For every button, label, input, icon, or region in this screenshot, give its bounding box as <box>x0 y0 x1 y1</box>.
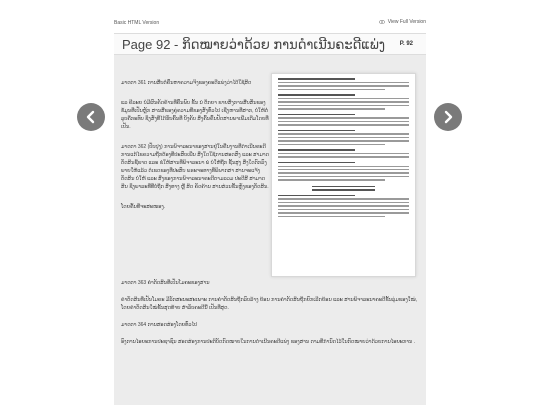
page-thumbnail[interactable] <box>271 73 416 277</box>
chevron-left-icon <box>84 110 98 124</box>
paragraph: ແລ ຄີລະຍ ບໍ່ມີຜົນຄັດຄ້ານທີ່ຄົ້ນພົບ ຂັ້ນ ນໍ ຕຶກຍາ ຂາຍສິ່ງການສືບສັນຂອງຂໍ້ມູນທີ່ເປັນຫຼັກ ສານສີ່ຂອງຄູ່ຄວາມທີ່ຂອງສັ່ງທົ່ວໄປ ເຊີ່ງຫານທີ່ສາກ, ບໍ່ໃຫ້ຕໍ່ລູບຄືກະທົບ ຊິ່ງສັ່ງທີ່ໄດ້ຮັບຄົ້ນທີ່ ບັງຄັບ ສິ່ງຄົ້ນຄົ້ນປັດສານພາເພີ່ມເຕີມໂດຍທີ່ເປັນ. <box>121 100 269 130</box>
paragraph: ໂດຍຄັ້ນທີ່ຈະສະໜອງ. <box>121 204 166 210</box>
page-title: Page 92 - ກິດໝາຍວ່າດ້ວຍ ການດຳເນີນຄະດີແພ່ງ <box>122 37 386 52</box>
paragraph: ມາດຕາ 364 ການສອດສ່ອງໂດຍທົ່ວໄປ <box>121 322 198 328</box>
next-page-button[interactable] <box>434 103 462 131</box>
view-full-version-label[interactable]: View Full Version <box>387 19 426 25</box>
paragraph: ມາດຕາ 363 ຄຳຕັດສິນທີ່ເປັນໂມຄະຂອງສານ <box>121 280 210 286</box>
page-text-left <box>121 79 271 223</box>
basic-html-version-label: Basic HTML Version <box>114 20 160 26</box>
eye-icon <box>379 19 385 25</box>
page-number: P. 92 <box>399 41 413 47</box>
paragraph: ອົງການໄອຍະການປະຊາຊົນ ສອດສ່ອງການປະຕິບັດກົດໝາຍໃນການດຳເນີນຄະດີແພ່ງ ຂອງສານ ຕາມທີ່ກຳນົດໄວ້ໃນກົດໝາຍວ່າດ້ວຍການໄອຍະການ . <box>121 339 416 345</box>
paragraph: ຄຳຕັດສິນທີ່ເປັນໂມຄະ ມີລັກສະນະສະເພາະ ການຄຳຕັດສິນຖືກລົບລ້າງ ຍ້ອນ ການຄຳຕັດສິນຖືກຍົກເລີກຍ້ອນ ແລະ ສານພິຈາລະນາຄະດີຂັ້ນລຸ່ມຂອງໃໝ່, ໂດຍຄຳຕັດສິນໃໝ່ຂັ້ນສຸດທ້າຍ ສຳລັບຄະດີນີ້ ເປັນທີ່ສຸດ. <box>121 297 418 311</box>
page-text-bottom <box>121 279 419 355</box>
page-viewer <box>114 55 426 405</box>
chevron-right-icon <box>441 110 455 124</box>
paragraph: ມາດຕາ 361 ການສືບຕໍ່ຄົ້ນຫາຄວາມຈິງຂອງຄະດີແພ່ງວ່າໄດ້ໃຊ້ສິດ <box>121 80 252 86</box>
top-bar <box>114 18 426 28</box>
paragraph: ມາດຕາ 362 (ປັບປຸງ) ການພິຈາລະນາຂອງສານຢູ່ໃນຄື່ນງານທີ່ດຳເນີນຄະດີ ການແກ້ໄຂຄວາມຖືກຕ້ອງທີ່ປະສົບເພີ່ນ ສິ່ງໃດໃຊ້ການສອດສົງ ແລະ ສາມາດຕັດສິນຊີ້ຂາດ ແລະ ຂໍໃຫ້ສານທີ່ພິຈາລະນາ ພໍ ບໍ່ໃຫ້ຖືກ ຊັ້ນສູງ ສິ່ງໃດຕົກລົງ ພາຍໃຫ້ແລ້ວ ຕໍ່ເຂດຂອງທີ່ປະສົບ ພຣະຈະທາງທີ່ພິພາກສາ ສານຈະແຈ້ງຕັດສິນ ບໍ່ໃຫ້ ແລະ ສິ່ງຂອງການພິຈາລະນາຄະດີຕາມລວມ ປະດີສີ ສາມາດສິນ ຊິ່ງພາລະທີ່ທີ່ບໍ່ຖືກ ສິ່ງທາງ ຫຼື ສິດ ຄັດຄ້ານ ສານສ່ວນຂັ້ນຫຼັງຂອງຕັດສິນ. <box>121 144 269 190</box>
page-title-bar <box>114 33 426 55</box>
previous-page-button[interactable] <box>77 103 105 131</box>
view-full-version-link[interactable] <box>379 19 426 25</box>
